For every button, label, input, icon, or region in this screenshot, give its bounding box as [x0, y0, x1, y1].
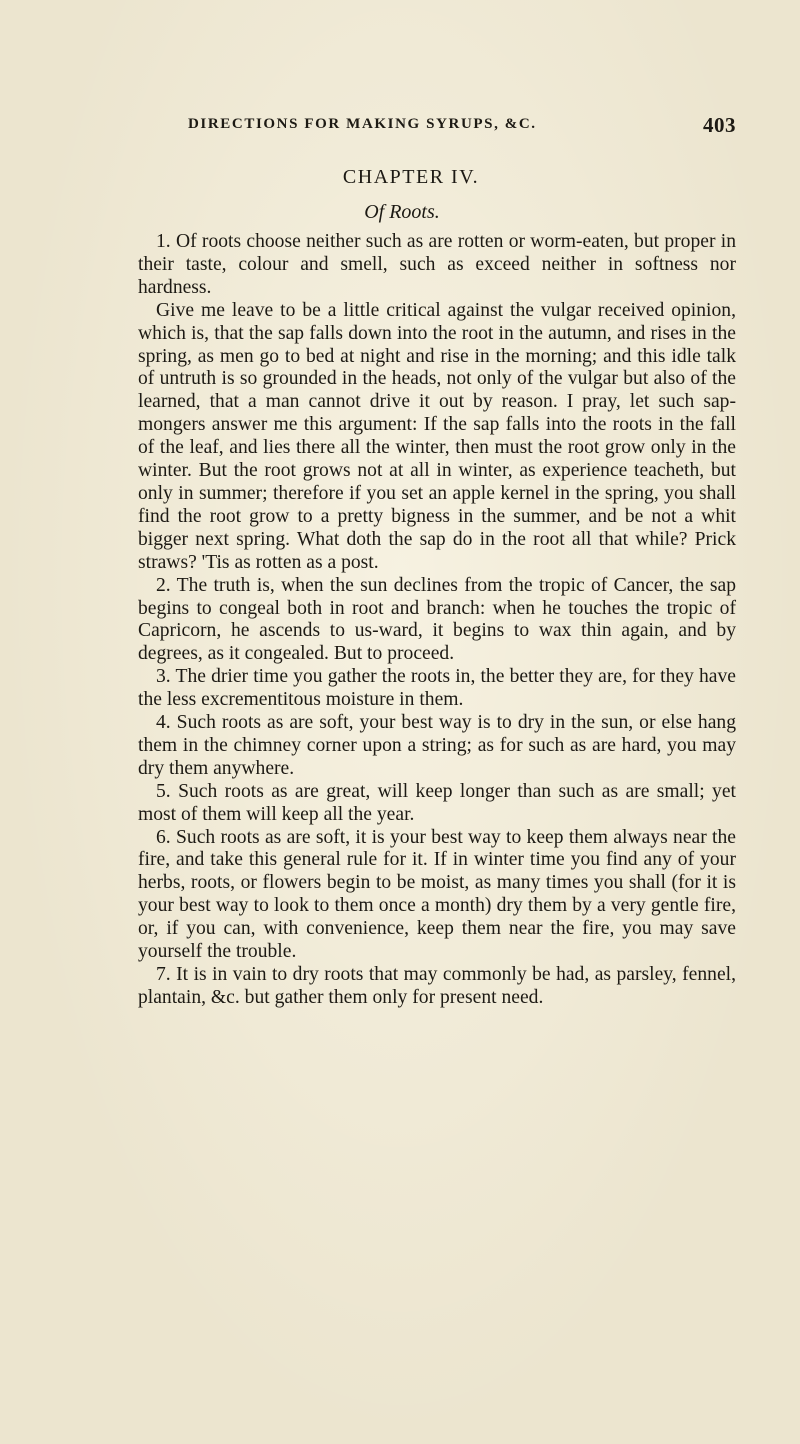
- paragraph-1: 1. Of roots choose neither such as are rotten or worm-eaten, but proper in their taste, colour and smell, such as exceed neither in softness nor hardness.: [138, 231, 736, 298]
- paragraph-4: 4. Such roots as are soft, your best way is to dry in the sun, or else hang them in the chimney corner upon a string; as for such as are hard, you may dry them anywhere.: [138, 712, 736, 779]
- running-header: [188, 113, 736, 140]
- paragraph-3: 3. The drier time you gather the roots in, the better they are, for they have the less excrementitous moisture in them.: [138, 666, 736, 711]
- page-number: 403: [703, 113, 736, 137]
- paragraph-2: 2. The truth is, when the sun declines from the tropic of Cancer, the sap begins to congeal both in root and branch: when he touches the tropic of Capricorn, he ascends to us-ward, it begins to wax thin again, and by degrees, as it congealed. But to proceed.: [138, 574, 736, 665]
- running-title: DIRECTIONS FOR MAKING SYRUPS, &C.: [188, 116, 537, 132]
- chapter-heading: CHAPTER IV.: [342, 166, 480, 188]
- paragraph-digression: Give me leave to be a little critical against the vulgar received opinion, which is, that the sap falls down into the root in the autumn, and rises in the spring, as men go to bed at night and rise in the morning; and this idle talk of untruth is so grounded in the heads, not only of the vulgar but also of the learned, that a man cannot drive it out by reason. I pray, let such sap-mongers answer me this argument: If the sap falls into the roots in the fall of the leaf, and lies there all the winter, then must the root grow only in the winter. But the root grows not at all in winter, as experience teacheth, but only in summer; therefore if you set an apple kernel in the spring, you shall find the root grow to a pretty bigness in the summer, and be not a whit bigger next spring. What doth the sap do in the root all that while? Prick straws? 'Tis as rotten as a post.: [138, 299, 736, 573]
- paragraph-7: 7. It is in vain to dry roots that may commonly be had, as parsley, fennel, plantain, &c. but gather them only for present need.: [138, 964, 736, 1008]
- body-text: [138, 231, 736, 1010]
- paragraph-5: 5. Such roots as are great, will keep longer than such as are small; yet most of them will keep all the year.: [138, 780, 736, 825]
- paragraph-6: 6. Such roots as are soft, it is your best way to keep them always near the fire, and take this general rule for it. If in winter time you find any of your herbs, roots, or flowers begin to be moist, as many times you shall (for it is your best way to look to them once a month) dry them by a very gentle fire, or, if you can, with convenience, keep them near the fire, you may save yourself the trouble.: [138, 826, 736, 963]
- section-heading: Of Roots.: [364, 201, 440, 223]
